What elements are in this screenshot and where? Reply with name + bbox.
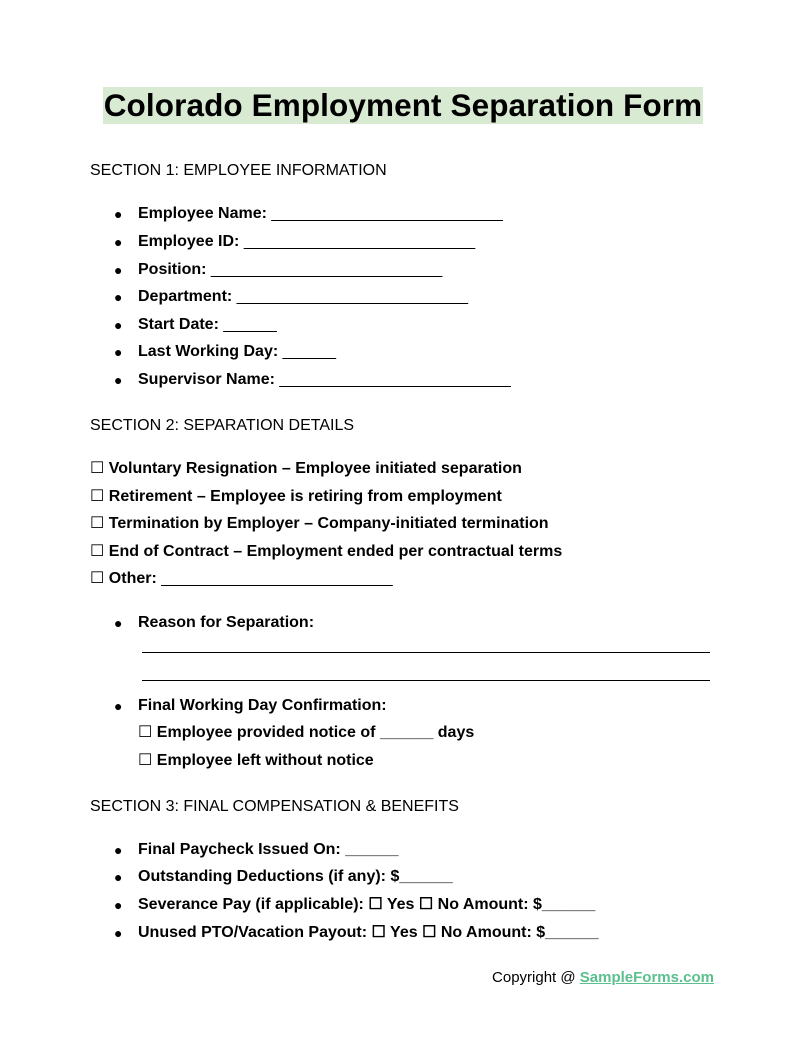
- position-field[interactable]: __________________________: [210, 261, 443, 278]
- field-label: Employee Name:: [138, 205, 267, 222]
- option-termination[interactable]: [90, 515, 549, 533]
- field-label: Department:: [138, 288, 233, 305]
- option-label: Retirement – Employee is retiring from employment: [108, 488, 502, 505]
- bullet-icon: ●: [114, 842, 123, 858]
- field-label: Start Date:: [138, 316, 219, 333]
- start-date-field[interactable]: ______: [223, 316, 277, 333]
- last-working-day-field[interactable]: ______: [282, 343, 337, 360]
- final-paycheck-item[interactable]: Final Paycheck Issued On: ______: [138, 841, 399, 858]
- checkbox-icon[interactable]: ☐: [90, 460, 105, 477]
- option-label: Employee left without notice: [156, 752, 374, 769]
- final-day-label: Final Working Day Confirmation:: [138, 697, 387, 714]
- checkbox-icon[interactable]: ☐: [90, 488, 105, 505]
- outstanding-deductions-item[interactable]: Outstanding Deductions (if any): $______: [138, 868, 453, 885]
- option-end-of-contract[interactable]: [90, 543, 562, 561]
- option-label: Voluntary Resignation – Employee initiated separation: [108, 460, 522, 477]
- bullet-icon: ●: [114, 289, 123, 305]
- title-container: [0, 87, 806, 124]
- checkbox-icon[interactable]: ☐: [90, 570, 105, 587]
- bullet-icon: ●: [114, 206, 123, 222]
- other-field[interactable]: __________________________: [161, 570, 393, 587]
- checkbox-icon[interactable]: ☐: [90, 543, 105, 560]
- option-label: Termination by Employer – Company-initiated termination: [108, 515, 549, 532]
- bullet-icon: ●: [114, 344, 123, 360]
- bullet-icon: ●: [114, 698, 123, 714]
- field-label: Last Working Day:: [138, 343, 279, 360]
- bullet-icon: ●: [114, 615, 123, 631]
- option-other[interactable]: [90, 570, 393, 588]
- section-3-heading: SECTION 3: FINAL COMPENSATION & BENEFITS: [90, 798, 459, 815]
- reason-label: Reason for Separation:: [138, 614, 315, 631]
- bullet-icon: ●: [114, 869, 123, 885]
- supervisor-name-field[interactable]: __________________________: [279, 371, 511, 388]
- bullet-icon: ●: [114, 925, 123, 941]
- option-label: Other:: [108, 570, 157, 587]
- bullet-icon: ●: [114, 897, 123, 913]
- bullet-icon: ●: [114, 372, 123, 388]
- brand-link[interactable]: SampleForms.com: [579, 969, 714, 986]
- section-1-heading: SECTION 1: EMPLOYEE INFORMATION: [90, 162, 387, 179]
- option-voluntary-resignation[interactable]: [90, 460, 522, 478]
- checkbox-icon[interactable]: ☐: [90, 515, 105, 532]
- checkbox-icon[interactable]: ☐: [138, 752, 153, 769]
- section-2-heading: SECTION 2: SEPARATION DETAILS: [90, 417, 355, 434]
- option-retirement[interactable]: [90, 488, 502, 506]
- reason-line-1[interactable]: [142, 652, 710, 653]
- employee-name-field[interactable]: __________________________: [271, 205, 503, 222]
- pto-payout-item[interactable]: Unused PTO/Vacation Payout: ☐ Yes ☐ No Amount: $______: [138, 924, 599, 941]
- page-title: Colorado Employment Separation Form: [103, 87, 703, 123]
- severance-pay-item[interactable]: Severance Pay (if applicable): ☐ Yes ☐ No Amount: $______: [138, 896, 596, 913]
- field-label: Supervisor Name:: [138, 371, 275, 388]
- bullet-icon: ●: [114, 234, 123, 250]
- checkbox-icon[interactable]: ☐: [138, 724, 153, 741]
- option-label: End of Contract – Employment ended per contractual terms: [108, 543, 563, 560]
- bullet-icon: ●: [114, 317, 123, 333]
- copyright-footer: [492, 969, 714, 987]
- employee-id-field[interactable]: __________________________: [243, 233, 476, 250]
- field-label: Employee ID:: [138, 233, 240, 250]
- reason-line-2[interactable]: [142, 680, 710, 681]
- option-label: Employee provided notice of ______ days: [156, 724, 475, 741]
- bullet-icon: ●: [114, 262, 123, 278]
- field-label: Position:: [138, 261, 207, 278]
- department-field[interactable]: __________________________: [236, 288, 469, 305]
- copyright-text: Copyright @: [492, 969, 580, 986]
